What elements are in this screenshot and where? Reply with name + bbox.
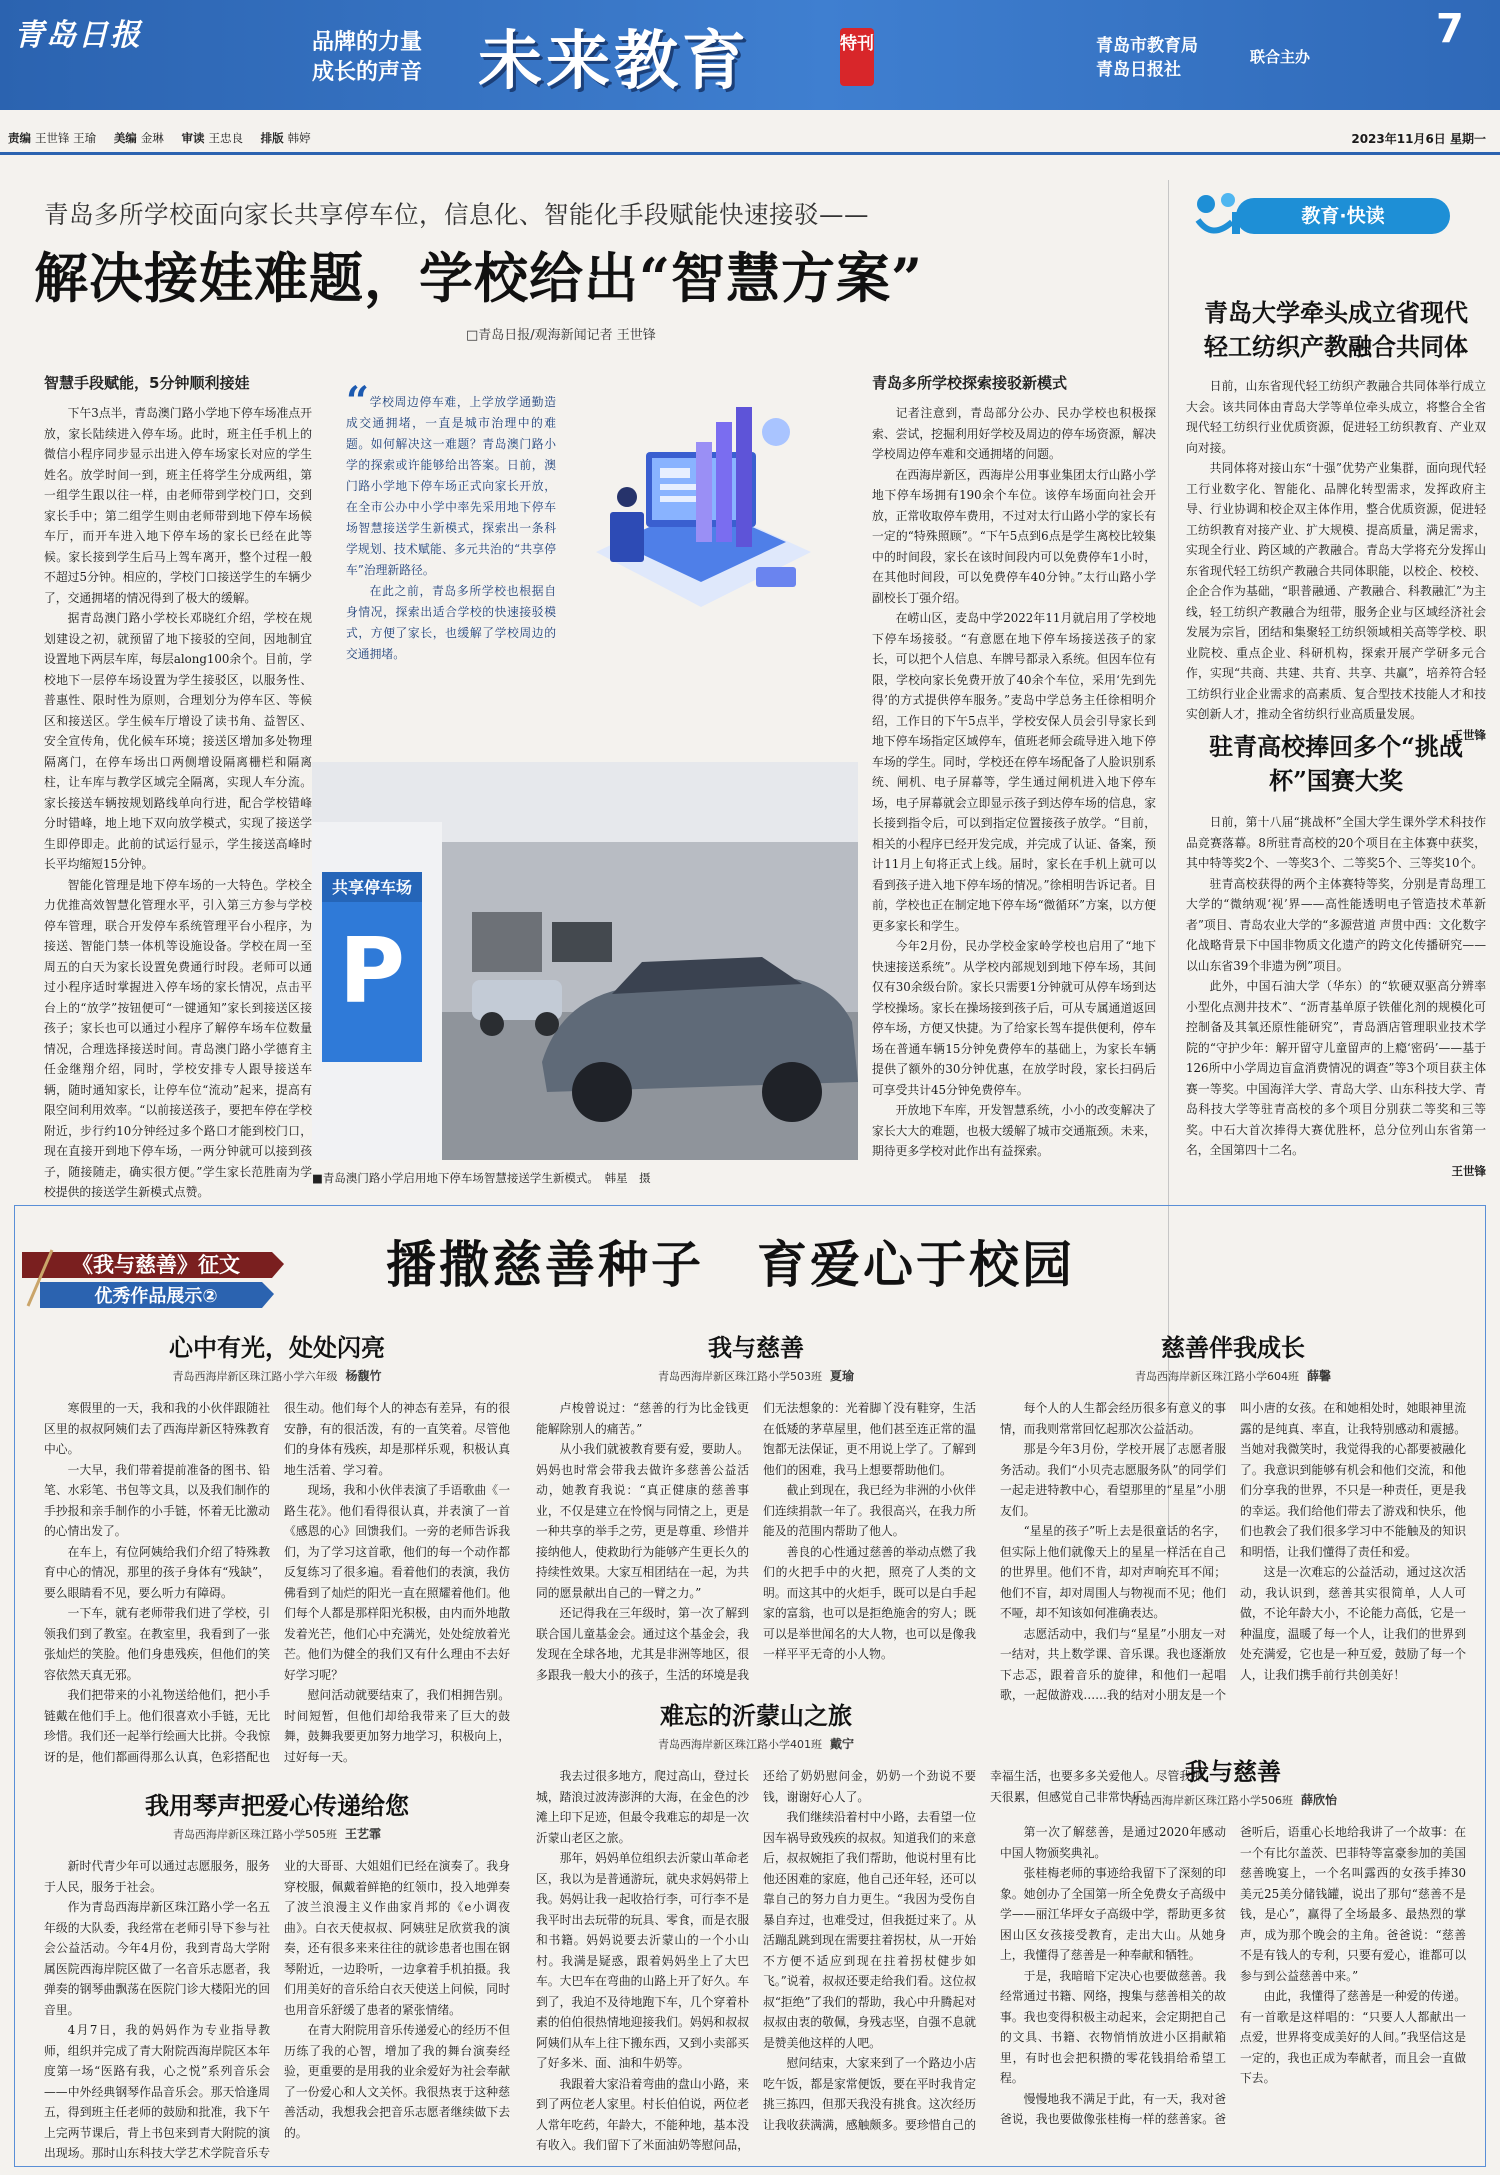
co-host-label: 联合主办	[1250, 48, 1311, 66]
paragraph: 驻青高校获得的两个主体赛特等奖，分别是青岛理工大学的“微纳观‘视’界——高性能透明电子管造技术革新者”项目、青岛农业大学的“多源营道 声贯中西：文化数字化战略背景下中国非物质文化遗产的跨文化传播研究——以山东省39个非遗为例”项目。	[1186, 876, 1486, 973]
parking-garage-image	[312, 762, 858, 1160]
paragraph: 每个人的人生都会经历很多有意义的事情，而我则常常回忆起那次公益活动。	[1000, 1401, 1226, 1436]
newspaper-logo: 青岛日报	[14, 18, 142, 53]
paragraph: 今年2月份，民办学校金家岭学校也启用了“地下快速接送系统”。从学校内部规划到地下停车场，其间仅有30余级台阶。家长只需要1分钟就可从停车场到达学校操场。家长在操场接到孩子后，可从专属通道返回停车场，方便又快捷。为了给家长驾车提供便利，停车场在普通车辆15分钟免费停车的基础上，为家长车辆提供了额外的30分钟优惠，在放学时段，家长扫码后可享受共计45分钟免费停车。	[872, 939, 1156, 1097]
paragraph: 新时代青少年可以通过志愿服务，服务于人民，服务于社会。	[44, 1859, 270, 1894]
paragraph: 开放地下车库，开发智慧系统，小小的改变解决了家长大大的难题，也极大缓解了城市交通瓶颈。未来，期待更多学校对此作出有益探索。	[872, 1103, 1156, 1158]
paragraph: 下午3点半，青岛澳门路小学地下停车场准点开放，家长陆续进入停车场。此时，班主任手机上的微信小程序同步显示出进入停车场家长对应的学生姓名。放学时间一到，班主任将学生分成两组，第一组学生跟以往一样，由老师带到学校门口，交到家长手中；第二组学生则由老师带到地下停车场候车厅，而开车进入地下停车场的家长已经在此等候。家长接到学生后马上驾车离开，整个过程一般不超过5分钟。相应的，学校门口接送学生的车辆少了，交通拥堵的情况得到了极大的缓解。	[44, 406, 312, 605]
organizer-1: 青岛市教育局	[1096, 36, 1198, 56]
paragraph: 于是，我暗暗下定决心也要做慈善。我经常通过书籍、网络，搜集与慈善相关的故事。我也变得积极主动起来，会定期把自己的文具、书籍、衣物悄悄放进小区捐献箱里，有时也会把积攒的零花钱捐给希望工程。	[1000, 1968, 1226, 2085]
essay-byline	[1000, 1791, 1466, 1808]
paragraph: 4月7日，我的妈妈作为专业指导教师，组织并完成了青大附院西海岸院区本年度第一场“医路有我，心之悦”系列音乐会——中外经典钢琴作品音乐会。那天恰逢周五，得到班主任老师的鼓励和批准，我下午上完两节课后，背上书包来到青大附院的演出现场。那时山东科技大学艺术学院音乐专业的大哥哥、大姐姐们已经在演奏了。我身穿校服，佩戴着鲜艳的红领巾，投入地弹奏了波兰浪漫主义作曲家肖邦的《e小调夜曲》。白衣天使叔叔、阿姨驻足欣赏我的演奏，还有很多来来往往的就诊患者也围在钢琴附近，一边聆听，一边拿着手机拍摄。我们用美好的音乐给白衣天使送上问候，同时也用音乐舒缓了患者的紧张情绪。	[44, 1859, 510, 2160]
reviewer-name: 王忠良	[208, 131, 243, 145]
special-issue-label: 特刊	[840, 34, 874, 54]
essay-title: 心中有光，处处闪亮	[169, 1333, 385, 1362]
paragraph: 善良的心性通过慈善的举动点燃了我们的火把手中的火把，照亮了人类的文明。而这其中的火炬手，既可以是白手起家的富翁，也可以是拒绝施舍的穷人；既可以是举世闻名的大人物，也可以是像我一样平平无奇的小人物。	[763, 1544, 976, 1661]
lead-byline: □青岛日报/观海新闻记者 王世锋	[466, 328, 656, 343]
lead-headline: 解决接娃难题，学校给出“智慧方案”	[34, 246, 924, 310]
paragraph: 张桂梅老师的事迹给我留下了深刻的印象。她创办了全国第一所全免费女子高级中学——丽江华坪女子高级中学，帮助更多贫困山区女孩接受教育，走出大山。从她身上，我懂得了慈善是一种奉献和牺牲。	[1000, 1866, 1226, 1962]
lead-subhead-1: 智慧手段赋能，5分钟顺利接娃	[44, 374, 250, 392]
paragraph: 慢慢地我不满足于此，有一天，我对爸爸说，我也要做像张桂梅一样的慈善家。爸爸听后，语重心长地给我讲了一个故事：在一个有比尔盖茨、巴菲特等富豪参加的美国慈善晚宴上，一个名叫露西的女孩手捧30美元25美分储钱罐，说出了那句“慈善不是钱，是心”，赢得了全场最多、最热烈的掌声，成为那个晚会的主角。爸爸说：“慈善不是有钱人的专利，只要有爱心，谁都可以参与到公益慈善中来。”	[1000, 1825, 1466, 2126]
lead-subhead-2: 青岛多所学校探索接驳新模式	[872, 374, 1068, 392]
page-number: 7	[1436, 6, 1464, 52]
essay-contest-tag	[22, 1246, 284, 1312]
essay-3	[1000, 1328, 1466, 1778]
designer-name: 金琳	[140, 131, 164, 145]
essay-author-name: 杨馥竹	[345, 1369, 382, 1383]
section-title: 未来教育	[478, 25, 750, 99]
paragraph: 作为青岛西海岸新区珠江路小学一名五年级的大队委，我经常在老师引导下参与社会公益活动。今年4月份，我到青岛大学附属医院西海岸院区做了一名音乐志愿者，我弹奏的钢琴曲飘荡在医院门诊大楼阳光的回音里。	[44, 1900, 270, 2017]
news2-text	[1186, 812, 1486, 1181]
essay-byline	[44, 1367, 510, 1384]
paragraph: 慰问活动就要结束了，我们相拥告别。时间短暂，但他们却给我带来了巨大的鼓舞，鼓舞我要更加努力地学习，积极向上，过好每一天。	[284, 1688, 510, 1764]
paragraph: 那是今年3月份，学校开展了志愿者服务活动。我们“小贝壳志愿服务队”的同学们一起走进特教中心，看望那里的“星星”小朋友们。	[1000, 1442, 1226, 1518]
photo-p-letter: P	[339, 919, 405, 1024]
layout-label: 排版	[260, 131, 284, 145]
paragraph: 智能化管理是地下停车场的一大特色。学校全力优推高效智慧化管理水平，引入第三方参与学校停车管理，联合开发停车系统管理平台小程序，为接送、智能门禁一体机等设施设备。学校在周一至周五的白天为家长设置免费通行时段。老师可以通过小程序适时掌握进入停车场的家长情况，点击平台上的“放学”按钮便可“一键通知”家长到接送区接孩子；家长也可以通过小程序了解停车场车位数量情况，合理选择接送时间。青岛澳门路小学德育主任金继翔介绍，同时，学校安排专人跟导接送车辆，随时通知家长，让停车位“流动”起来，提高有限空间利用效率。“以前接送孩子，要把车停在学校附近，步行约10分钟经过多个路口才能到校门口，现在直接开到地下停车场，一两分钟就可以接到孩子，随接随走，确实很方便。”学生家长范胜南为学校提供的接送学生新模式点赞。	[44, 877, 312, 1199]
essay-author-name: 王艺霏	[344, 1827, 381, 1841]
essay-text	[1000, 1822, 1466, 2162]
news1-text	[1186, 376, 1486, 745]
smart-parking-illustration	[576, 392, 826, 642]
news1-signature: 王世锋	[1451, 727, 1486, 742]
slogan-line-1: 品牌的力量	[312, 30, 423, 55]
header-rule	[0, 152, 1500, 155]
reviewer-label: 审读	[181, 131, 205, 145]
paragraph: 我跟着大家沿着弯曲的盘山小路，来到了两位老人家里。村长伯伯说，两位老人常年吃药，年龄大，不能种地，基本没有收入。我们留下了米面油奶等慰问品，还给了奶奶慰问金，奶奶一个劲说不要钱，谢谢好心人了。	[536, 1769, 976, 2152]
paragraph: 志愿活动中，我们与“星星”小朋友一对一结对，共上数学课、音乐课。我也逐渐放下忐忑，跟着音乐的旋律，和他们一起唱歌，一起做游戏……我的结对小朋友是一个叫小唐的女孩。在和她相处时，她眼神里流露的是纯真、率直，让我特别感动和震撼。当她对我微笑时，我觉得我的心都要被融化了。我意识到能够有机会和他们交流，和他们分享我的世界，不只是一种责任，更是我的幸运。我们给他们带去了游戏和快乐，他们也教会了我们很多学习中不能触及的知识和明悟，让我们懂得了责任和爱。	[1000, 1401, 1466, 1702]
essay-title: 我用琴声把爱心传递给您	[145, 1791, 409, 1820]
essay-6	[1000, 1752, 1466, 2162]
paragraph: 寒假里的一天，我和我的小伙伴跟随社区里的叔叔阿姨们去了西海岸新区特殊教育中心。	[44, 1401, 270, 1456]
essay-school: 青岛西海岸新区珠江路小学六年级	[172, 1370, 338, 1383]
essay-title: 难忘的沂蒙山之旅	[660, 1701, 852, 1730]
paragraph: 从小我们就被教育要有爱，要助人。妈妈也时常会带我去做许多慈善公益活动，她教育我说：“真正健康的慈善事业，不仅是建立在怜悯与同情之上，更是一种共享的举手之劳，更是尊重、珍惜并接纳他人，使救助行为能够产生更长久的持续性效果。大家互相团结在一起，为共同的愿景献出自己的一臂之力。”	[536, 1442, 749, 1600]
essay-school: 青岛西海岸新区珠江路小学503班	[657, 1370, 822, 1383]
paragraph: 那年，妈妈单位组织去沂蒙山革命老区，我以为是普通游玩，就央求妈妈带上我。妈妈让我一起收拾行李，可行李不是我平时出去玩带的玩具、零食，而是衣服和书籍。妈妈说要去沂蒙山的一个小山村。我满是疑惑，跟着妈妈坐上了大巴车。大巴车在弯曲的山路上开了好久。车到了，我迫不及待地跑下车，几个穿着朴素的伯伯很热情地迎接我们。妈妈和叔叔阿姨们从车上往下搬东西，又到小卖部买了好多米、面、油和牛奶等。	[536, 1851, 749, 2070]
news2-title: 驻青高校捧回多个“挑战杯”国赛大奖	[1209, 732, 1463, 795]
essay-1	[44, 1328, 510, 1767]
essay-author-name: 薛欣怡	[1300, 1793, 1337, 1807]
essay-byline	[44, 1825, 510, 1842]
lead-kicker: 青岛多所学校面向家长共享停车位，信息化、智能化手段赋能快速接驳——	[44, 200, 869, 229]
lead-column-3	[872, 372, 1156, 1162]
editor-label: 责编	[8, 131, 31, 145]
sidebar-news-2	[1186, 730, 1486, 1181]
essay-school: 青岛西海岸新区珠江路小学401班	[657, 1738, 822, 1751]
essay-author-name: 夏瑜	[829, 1369, 854, 1383]
education-brief-tag: 教育·快读	[1236, 198, 1450, 234]
essay-text	[44, 1856, 510, 2166]
news2-signature: 王世锋	[1451, 1163, 1486, 1178]
contest-tag-line-1: 《我与慈善》征文	[72, 1252, 240, 1277]
organizers	[1096, 34, 1198, 82]
paragraph: 记者注意到，青岛部分公办、民办学校也积极探索、尝试，挖掘利用好学校及周边的停车场资源，解决学校周边停车难和交通拥堵的问题。	[872, 406, 1156, 461]
paragraph: 截止到现在，我已经为非洲的小伙伴们连续捐款一年了。我很高兴，在我力所能及的范围内帮助了他人。	[763, 1483, 976, 1538]
news1-title: 青岛大学牵头成立省现代轻工纺织产教融合共同体	[1204, 298, 1468, 361]
paragraph: 一下车，就有老师带我们进了学校，引领我们到了教室。在教室里，我看到了一张张灿烂的笑脸。他们身患残疾，但他们的笑容依然天真无邪。	[44, 1606, 270, 1682]
paragraph: 我去过很多地方，爬过高山，登过长城，踏浪过波涛澎湃的大海，在金色的沙滩上印下足迹，但最令我难忘的却是一次沂蒙山老区之旅。	[536, 1769, 749, 1845]
paragraph: 在车上，有位阿姨给我们介绍了特殊教育中心的情况，那里的孩子身体有“残缺”，要么眼睛看不见，要么听力有障碍。	[44, 1544, 270, 1600]
paragraph: “星星的孩子”听上去是很童话的名字，但实际上他们就像天上的星星一样活在自己的世界里。他们不肯，却对声响充耳不闻；他们不盲，却对周围人与物视而不见；他们不哑，却不知该如何准确表达。	[1000, 1524, 1226, 1620]
essay-byline	[536, 1735, 976, 1752]
paragraph: 卢梭曾说过：“慈善的行为比金钱更能解除别人的痛苦。”	[536, 1401, 749, 1436]
paragraph: 由此，我懂得了慈善是一种爱的传递。有一首歌是这样唱的：“只要人人都献出一点爱，世界将变成美好的人间。”我坚信这是一定的，我也正成为奉献者，而且会一直做下去。	[1240, 1989, 1466, 2085]
organizer-2: 青岛日报社	[1096, 60, 1181, 80]
photo-caption: ■青岛澳门路小学启用地下停车场智慧接送学生新模式。 韩星 摄	[312, 1171, 651, 1185]
intro-paragraph: 在此之前，青岛多所学校也根据自身情况，探索出适合学校的快速接驳模式，方便了家长，也缓解了学校周边的交通拥堵。	[346, 584, 556, 661]
essay-title: 慈善伴我成长	[1161, 1333, 1305, 1362]
essay-byline	[536, 1367, 976, 1384]
essay-title: 我与慈善	[1185, 1757, 1281, 1786]
masthead-slogan	[312, 28, 422, 88]
paragraph: 我们把带来的小礼物送给他们，把小手链戴在他们手上。他们很喜欢小手链，无比珍惜。我们还一起举行绘画大比拼。令我惊讶的是，他们都画得那么认真，色彩搭配也很生动。他们每个人的神态有差异，有的很安静，有的很活泼，有的一直笑着。尽管他们的身体有残疾，却是那样乐观，积极认真地生活着、学习着。	[44, 1401, 510, 1764]
paragraph: 日前，山东省现代轻工纺织产教融合共同体举行成立大会。该共同体由青岛大学等单位牵头成立，将整合全省现代轻工纺织行业优质资源，促进轻工纺织教育、产业双向对接。	[1186, 379, 1486, 455]
paragraph: 此外，中国石油大学（华东）的“软硬双驱高分辨率小型化点测井技术”、“沥青基单原子铁催化剂的规模化可控制备及其氧还原性能研究”，青岛酒店管理职业技术学院的“守护少年：解开留守儿童留声的上瘾‘密码’——基于126所中小学周边盲盒消费情况的调查”等3个项目获主体赛一等奖。中国海洋大学、青岛大学、山东科技大学、青岛科技大学等驻青高校的多个项目分别获二等奖和三等奖。中石大首次捧得大赛优胜杯，总分位列山东省第一名，全国第四十二名。	[1186, 979, 1486, 1157]
paragraph: 日前，第十八届“挑战杯”全国大学生课外学术科技作品竞赛落幕。8所驻青高校的20个项目在主体赛中获奖，其中特等奖2个、一等奖3个、二等奖5个、三等奖10个。	[1186, 815, 1486, 870]
paragraph: 在西海岸新区，西海岸公用事业集团太行山路小学地下停车场拥有190余个车位。该停车场面向社会开放，正常收取停车费用，不过对太行山路小学的家长有一定的“特殊照顾”。“下午5点到6点是学生离校比较集中的时间段，家长在该时间段内可以免费停车1小时，在其他时间段，可以免费停车40分钟。”太行山路小学副校长丁强介绍。	[872, 467, 1156, 605]
paragraph: 现场，我和小伙伴表演了手语歌曲《一路生花》。他们看得很认真，并表演了一首《感恩的心》回馈我们。一旁的老师告诉我们，为了学习这首歌，他们的每一个动作都反复练习了很多遍。看着他们的表演，我仿佛看到了灿烂的阳光一直在照耀着他们。他们每个人都是那样阳光积极，由内而外地散发着光芒，他们心中充满光，处处绽放着光芒。他们为健全的我们又有什么理由不去好好学习呢？	[284, 1483, 510, 1682]
essay-school: 青岛西海岸新区珠江路小学506班	[1128, 1794, 1293, 1807]
paragraph: 共同体将对接山东“十强”优势产业集群，面向现代轻工行业数字化、智能化、品牌化转型需求，发挥政府主导、行业协调和校企双主体作用，整合优质资源，促进轻工纺织教育对接产业、扩大规模、提高质量，满足需求，实现全行业、跨区域的产教融合。青岛大学将充分发挥山东省现代轻工纺织产教融合共同体职能，以校企、校校、企企合作为基础，“职普融通、产教融合、科教融汇”为主线，轻工纺织产教融合为纽带，服务企业与区域经济社会发展为宗旨，团结和集聚轻工纺织领域相关高等学校、职业院校、重点企业、科研机构，探索开展产学研多元合作，实现“共商、共建、共育、共享、共赢”，培养符合轻工纺织行业企业需求的高素质、复合型技术技能人才和技实创新人才，推动全省纺织行业高质量发展。	[1186, 461, 1486, 721]
slogan-line-2: 成长的声音	[312, 60, 423, 85]
paragraph: 这是一次难忘的公益活动，通过这次活动，我认识到，慈善其实很简单，人人可做，不论年龄大小，不论能力高低，它是一种温度，温暖了每一个人，让我们的世界到处充满爱，它也是一种互爱，鼓励了每一个人，让我们携手前行共创美好！	[1240, 1565, 1466, 1682]
essay-4	[44, 1786, 510, 2166]
quote-mark-icon: “	[346, 378, 370, 425]
paragraph: 我们继续沿着村中小路，去看望一位因车祸导致残疾的叔叔。知道我们的来意后，叔叔婉拒了我们帮助，他说村里有比他还困难的家庭，他自己还年轻，还可以靠自己的努力自力更生。“我因为受伤自暴自弃过，也难受过，但我挺过来了。从活蹦乱跳到现在需要拄着拐杖，从一开始不方便不适应到现在拄着拐杖健步如飞。”说着，叔叔还要走给我们看。这位叔叔“拒绝”了我们的帮助，我心中升腾起对叔叔由衷的敬佩，身残志坚，自强不息就是赞美他这样的人吧。	[763, 1810, 976, 2050]
essay-text	[1000, 1398, 1466, 1778]
paragraph: 第一次了解慈善，是通过2020年感动中国人物颁奖典礼。	[1000, 1825, 1226, 1860]
essay-2	[536, 1328, 976, 1698]
credits-bar	[8, 130, 325, 146]
paragraph: 一大早，我们带着提前准备的图书、铅笔、水彩笔、书包等文具，以及我们制作的手抄报和亲手制作的小手链，怀着无比激动的心情出发了。	[44, 1462, 270, 1538]
paragraph: 还记得我在三年级时，第一次了解到联合国儿童基金会。通过这个基金会，我发现在全球各地，尤其是非洲等地区，很多跟我一般大小的孩子，生活的环境是我们无法想象的：光着脚丫没有鞋穿，生活在低矮的茅草屋里，他们甚至连正常的温饱都无法保证，更不用说上学了。了解到他们的困难，我马上想要帮助他们。	[536, 1401, 976, 1682]
essay-title: 我与慈善	[708, 1333, 804, 1362]
paragraph: 在青大附院用音乐传递爱心的经历不但历练了我的心智，增加了我的舞台演奏经验，更重要的是用我的业余爱好为社会奉献了一份爱心和人文关怀。我很热衷于这种慈善活动，我想我会把音乐志愿者继续做下去的。	[284, 2023, 510, 2140]
special-issue-badge	[840, 28, 874, 86]
lead-column-1	[44, 372, 312, 1203]
paragraph: 据青岛澳门路小学校长邓晓红介绍，学校在规划建设之初，就预留了地下接驳的空间，因地制宜设置地下两层车库，每层along100余个。目前，学校地下一层停车场设置为学生接驳区，以服务性、普惠性、限时性为原则，合理划分为停车区、等候区和接送区。学生候车厅增设了读书角、益智区、安全宣传角，优化候车环境；接送区增加多处物理隔离门，在停车场出口两侧增设隔离栅栏和隔离柱，让车库与教学区域完全隔离，实现人车分流。家长接送车辆按规划路线单向行进，配合学校错峰分时错峰，地上地下双向放学模式，实现了接送学生即停即走。此前的试运行显示，学生接送高峰时长平均缩短15分钟。	[44, 611, 312, 871]
essay-author-name: 薛馨	[1306, 1369, 1331, 1383]
essay-text	[44, 1398, 510, 1767]
designer-label: 美编	[113, 131, 137, 145]
intro-paragraph: 学校周边停车难，上学放学通勤造成交通拥堵，一直是城市治理中的难题。如何解决这一难题？青岛澳门路小学的探索或许能够给出答案。日前，澳门路小学地下停车场正式向家长开放，在全市公办中小学中率先采用地下停车场智慧接送学生新模式，探索出一条科学规划、技术赋能、多元共治的“共享停车”治理新路径。	[346, 395, 556, 577]
lead-col1-text	[44, 403, 312, 1203]
essay-author-name: 戴宁	[829, 1737, 854, 1751]
essay-school: 青岛西海岸新区珠江路小学505班	[172, 1828, 337, 1841]
paragraph: 在崂山区，麦岛中学2022年11月就启用了学校地下停车场接驳。“有意愿在地下停车场接送孩子的家长，可以把个人信息、车牌号都录入系统。但因车位有限，学校向家长免费开放了40余个车位，采用‘先到先得’的方式提供停车服务。”麦岛中学总务主任徐相明介绍，工作日的下午5点半，学校安保人员会引导家长到地下停车场指定区域停车，值班老师会疏导进入地下停车场的学生。同时，学校还在停车场配备了人脸识别系统、闸机、电子屏幕等，学生通过闸机进入地下停车场，电子屏幕就会立即显示孩子到达停车场的信息，家长接到指令后，可以到指定位置接孩子放学。“目前，相关的小程序已经开发完成，并完成了认证、备案，预计11月上旬将正式上线。届时，家长在手机上就可以看到孩子进入地下停车场的情况。”徐相明告诉记者。目前，学校也正在制定地下停车场“微循环”方案，以方便更多家长和学生。	[872, 611, 1156, 933]
lead-col3-text	[872, 403, 1156, 1162]
layout-name: 韩婷	[287, 131, 311, 145]
parking-photo	[312, 762, 858, 1160]
contest-tag-line-2: 优秀作品展示②	[94, 1286, 218, 1307]
issue-date: 2023年11月6日 星期一	[1351, 132, 1486, 146]
sidebar-news-1	[1186, 296, 1486, 745]
essay-text	[536, 1398, 976, 1698]
photo-sign-text: 共享停车场	[331, 878, 413, 897]
essay-school: 青岛西海岸新区珠江路小学604班	[1134, 1370, 1299, 1383]
lead-intro-quote	[346, 392, 556, 722]
paragraph: 慰问结束，大家来到了一个路边小店吃午饭，都是家常便饭，要在平时我肯定挑三拣四，但那天我没有挑食。这次经历让我收获满满，感触颇多。要珍惜自己的幸福生活，也要多多关爱他人。尽管我那天很累，但感觉自己非常快乐！	[763, 1769, 1203, 2132]
charity-section-title: 播撒慈善种子 育爱心于校园	[386, 1235, 1075, 1294]
essay-byline	[1000, 1367, 1466, 1384]
editor-names: 王世锋 王瑜	[35, 131, 97, 145]
